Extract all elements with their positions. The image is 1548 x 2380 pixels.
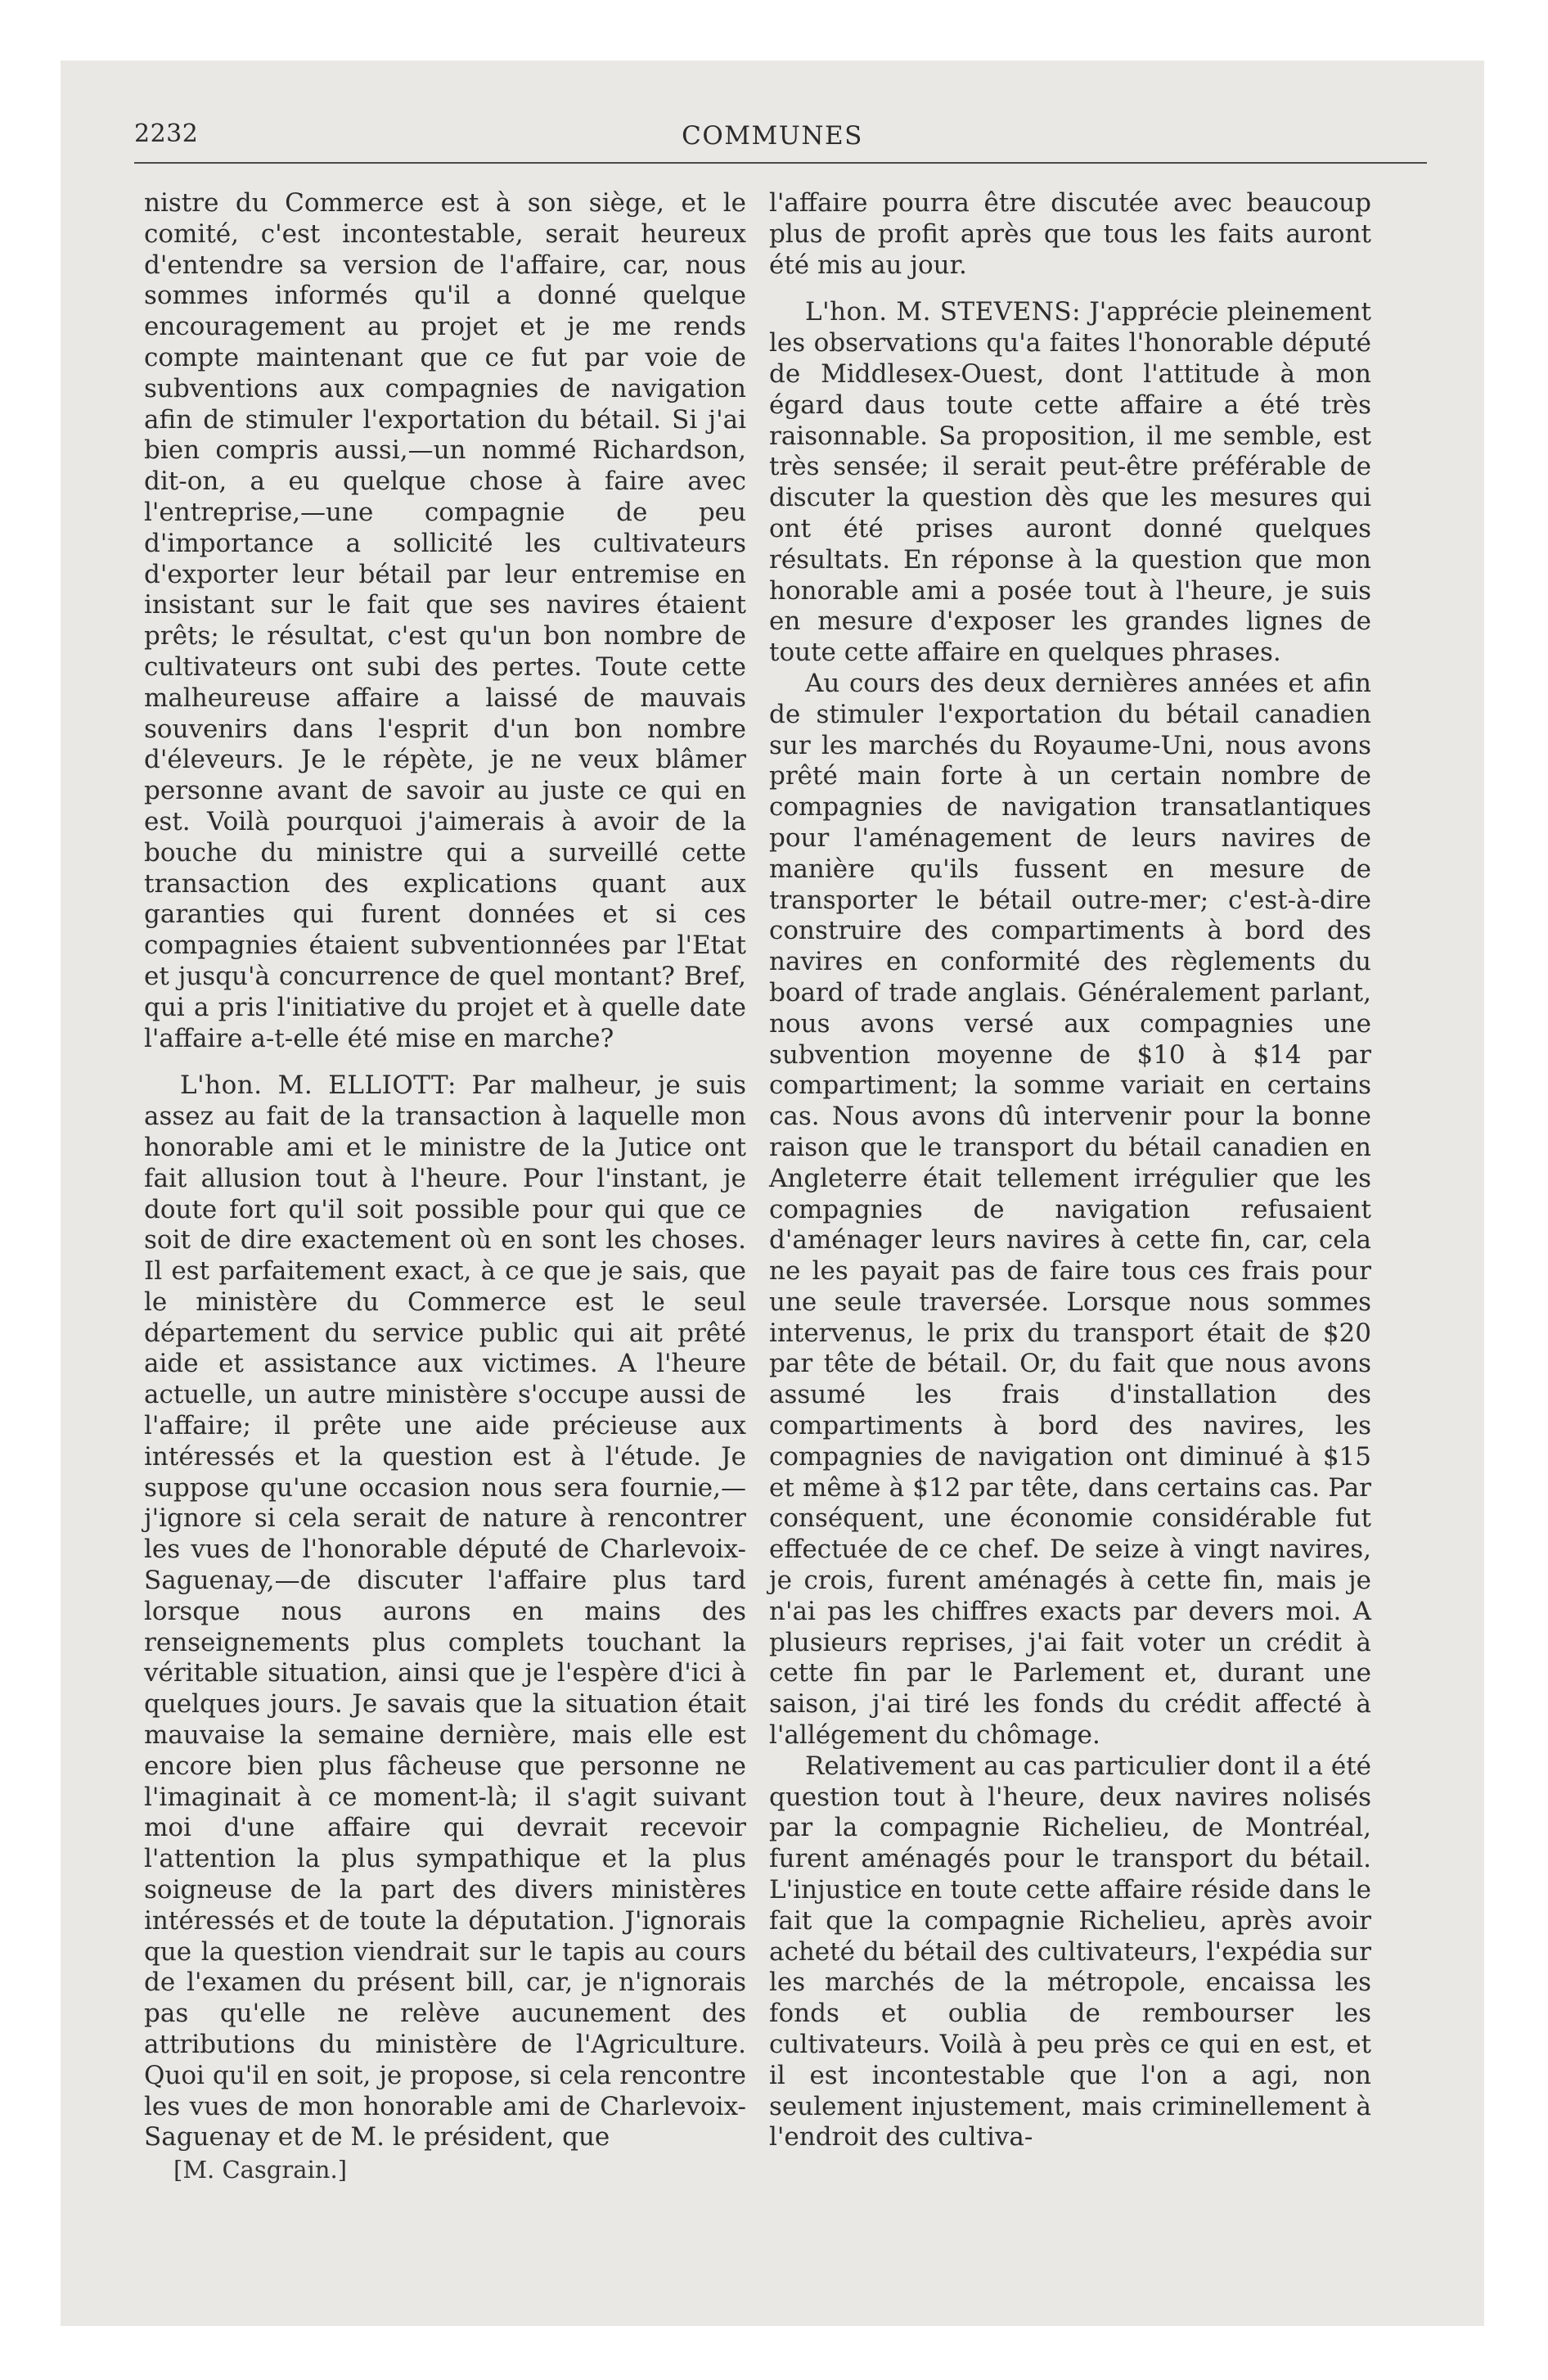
speaker-elliott: L'hon. M. ELLIOTT: <box>180 1071 457 1101</box>
page-header <box>61 119 1484 152</box>
speaker-stevens: L'hon. M. STEVENS: <box>805 297 1082 327</box>
running-title: COMMUNES <box>682 121 863 151</box>
paragraph-gap <box>769 281 1371 297</box>
right-paragraph-2-text: J'apprécie pleinement les observations qu'a faites l'honorable député de Middlesex-Ouest, dont l'attitude à mon égard daus toute cette affaire a été très raisonnable. Sa proposition, il me semble, est très sensée; il serait peut-être préférable de discuter la question dès que les mesures qui ont été prises auront donné quelques résultats. En réponse à la question que mon honorable ami a posée tout à l'heure, je suis en mesure d'exposer les grandes lignes de toute cette affaire en quelques phrases. <box>769 297 1371 668</box>
right-paragraph-3: Au cours des deux dernières années et afin de stimuler l'exportation du bétail canadien sur les marchés du Royaume-Uni, nous avons prêté main forte à un certain nombre de compagnies de navigation transatlantiques pour l'aménagement de leurs navires de manière qu'ils fussent en mesure de transporter le bétail outre-mer; c'est-à-dire construire des compartiments à bord des navires en conformité des règlements du board of trade anglais. Généralement parlant, nous avons versé aux compagnies une subvention moyenne de $10 à $14 par compartiment; la somme variait en certains cas. Nous avons dû intervenir pour la bonne raison que le transport du bétail canadien en Angleterre était tellement irrégulier que les compagnies de navigation refusaient d'aménager leurs navires à cette fin, car, cela ne les payait pas de faire tous ces frais pour une seule traversée. Lorsque nous sommes intervenus, le prix du transport était de $20 par tête de bétail. Or, du fait que nous avons assumé les frais d'installation des compartiments à bord des navires, les compagnies de navigation ont diminué à $15 et même à $12 par tête, dans certains cas. Par conséquent, une économie considérable fut effectuée de ce chef. De seize à vingt navires, je crois, furent aménagés à cette fin, mais je n'ai pas les chiffres exacts par devers moi. A plusieurs reprises, j'ai fait voter un crédit à cette fin par le Parlement et, durant une saison, j'ai tiré les fonds du crédit affecté à l'allégement du chômage. <box>769 668 1371 1751</box>
left-paragraph-2 <box>144 1071 746 2153</box>
paragraph-gap <box>144 1054 746 1071</box>
page-number: 2232 <box>134 119 199 148</box>
right-column <box>769 188 1371 2153</box>
document-page <box>61 61 1484 2326</box>
right-paragraph-2 <box>769 297 1371 669</box>
left-paragraph-1: nistre du Commerce est à son siège, et le comité, c'est incontestable, serait heureux d'entendre sa version de l'affaire, car, nous sommes informés qu'il a donné quelque encouragement au projet et je me rends compte maintenant que ce fut par voie de subventions aux compagnies de navigation afin de stimuler l'exportation du bétail. Si j'ai bien compris aussi,—un nommé Richardson, dit-on, a eu quelque chose à faire avec l'entreprise,—une compagnie de peu d'importance a sollicité les cultivateurs d'exporter leur bétail par leur entremise en insistant sur le fait que ses navires étaient prêts; le résultat, c'est qu'un bon nombre de cultivateurs ont subi des pertes. Toute cette malheureuse affaire a laissé de mauvais souvenirs dans l'esprit d'un bon nombre d'éleveurs. Je le répète, je ne veux blâmer personne avant de savoir au juste ce qui en est. Voilà pourquoi j'aimerais à avoir de la bouche du ministre qui a surveillé cette transaction des explications quant aux garanties qui furent données et si ces compagnies étaient subventionnées par l'Etat et jusqu'à concurrence de quel montant? Bref, qui a pris l'initiative du projet et à quelle date l'affaire a-t-elle été mise en marche? <box>144 188 746 1053</box>
speaker-attribution: [M. Casgrain.] <box>173 2156 348 2184</box>
header-rule <box>134 162 1427 164</box>
right-paragraph-4: Relativement au cas particulier dont il a été question tout à l'heure, deux navires nolisés par la compagnie Richelieu, de Montréal, furent aménagés pour le transport du bétail. L'injustice en toute cette affaire réside dans le fait que la compagnie Richelieu, après avoir acheté du bétail des cultivateurs, l'expédia sur les marchés de la métropole, encaissa les fonds et oublia de rembourser les cultivateurs. Voilà à peu près ce qui en est, et il est incontestable que l'on a agi, non seulement injustement, mais criminellement à l'endroit des cultiva- <box>769 1751 1371 2152</box>
left-column <box>144 188 746 2186</box>
left-paragraph-2-text: Par malheur, je suis assez au fait de la transaction à laquelle mon honorable ami et le ministre de la Jutice ont fait allusion tout à l'heure. Pour l'instant, je doute fort qu'il soit possible pour qui que ce soit de dire exactement où en sont les choses. Il est parfaitement exact, à ce que je sais, que le ministère du Commerce est le seul département du service public qui ait prêté aide et assistance aux victimes. A l'heure actuelle, un autre ministère s'occupe aussi de l'affaire; il prête une aide précieuse aux intéressés et la question est à l'étude. Je suppose qu'une occasion nous sera fournie,—j'ignore si cela serait de nature à rencontrer les vues de l'honorable député de Charlevoix-Saguenay,—de discuter l'affaire plus tard lorsque nous aurons en mains des renseignements plus complets touchant la véritable situation, ainsi que je l'espère d'ici à quelques jours. Je savais que la situation était mauvaise la semaine dernière, mais elle est encore bien plus fâcheuse que personne ne l'imaginait à ce moment-là; il s'agit suivant moi d'une affaire qui devrait recevoir l'attention la plus sympathique et la plus soigneuse de la part des divers ministères intéressés et de toute la députation. J'ignorais que la question viendrait sur le tapis au cours de l'examen du présent bill, car, je n'ignorais pas qu'elle ne relève aucunement des attributions du ministère de l'Agriculture. Quoi qu'il en soit, je propose, si cela rencontre les vues de mon honorable ami de Charlevoix-Saguenay et de M. le président, que <box>144 1071 746 2152</box>
right-paragraph-1: l'affaire pourra être discutée avec beaucoup plus de profit après que tous les faits auront été mis au jour. <box>769 188 1371 280</box>
